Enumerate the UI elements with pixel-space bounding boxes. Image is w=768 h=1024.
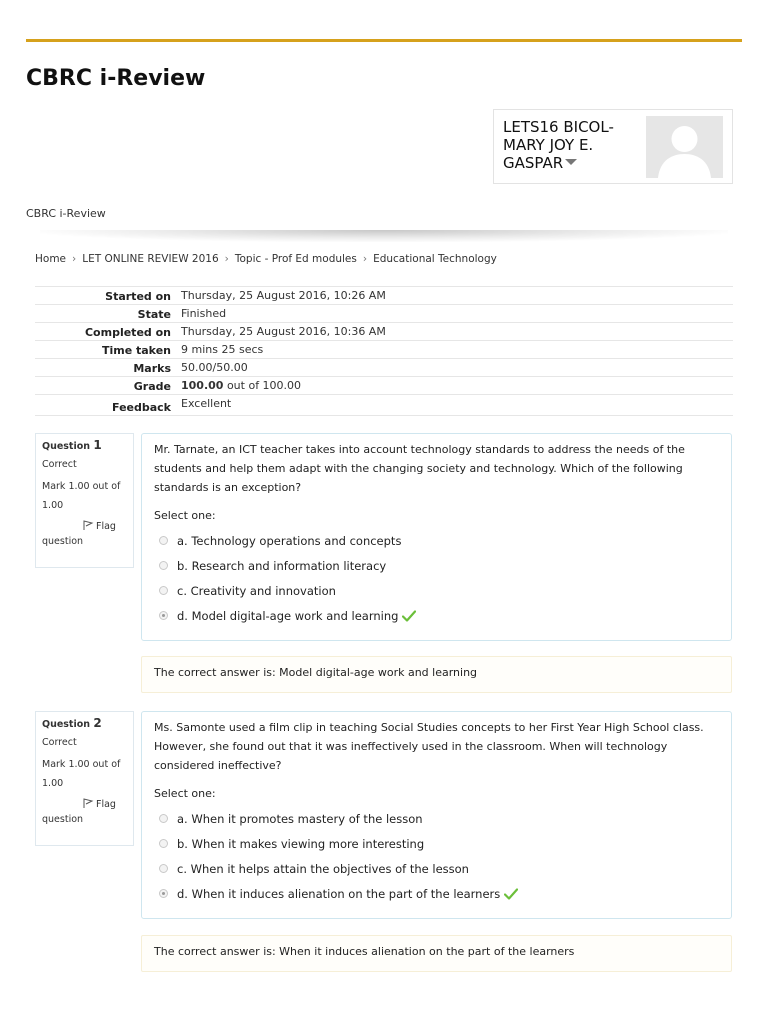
- question-content-1: [141, 433, 732, 641]
- chevron-right-icon: ›: [224, 253, 229, 265]
- radio-button[interactable]: [159, 561, 168, 570]
- question-state: Correct: [42, 737, 77, 748]
- answer-option-a[interactable]: a. Technology operations and concepts: [154, 528, 719, 553]
- flag-question-button[interactable]: Flag question: [42, 521, 116, 547]
- correct-answer-feedback-1: The correct answer is: Model digital-age work and learning: [141, 656, 732, 693]
- user-name[interactable]: LETS16 BICOL-MARY JOY E. GASPAR: [503, 118, 614, 172]
- answer-option-b[interactable]: b. Research and information literacy: [154, 553, 719, 578]
- radio-button[interactable]: [159, 864, 168, 873]
- user-menu[interactable]: [493, 109, 733, 184]
- answer-option-c[interactable]: c. Creativity and innovation: [154, 578, 719, 603]
- breadcrumb: [35, 253, 497, 265]
- answer-option-d[interactable]: d. Model digital-age work and learning: [154, 603, 719, 628]
- question-content-2: [141, 711, 732, 919]
- chevron-right-icon: ›: [362, 253, 368, 265]
- radio-button-selected[interactable]: [159, 611, 168, 620]
- question-state: Correct: [42, 459, 77, 470]
- summary-row-started-on: Started on Thursday, 25 August 2016, 10:26 AM: [35, 287, 733, 305]
- correct-answer-feedback-2: The correct answer is: When it induces alienation on the part of the learners: [141, 935, 732, 972]
- caret-down-icon[interactable]: [565, 159, 577, 165]
- answer-option-d[interactable]: d. When it induces alienation on the part of the learners: [154, 881, 719, 906]
- flag-question-button[interactable]: Flag question: [42, 799, 116, 825]
- correct-check-icon: [402, 610, 416, 622]
- summary-row-state: State Finished: [35, 305, 733, 323]
- flag-icon[interactable]: [82, 519, 94, 531]
- question-number: Question 1: [42, 438, 102, 452]
- question-text: Mr. Tarnate, an ICT teacher takes into account technology standards to address the needs of the students and help them adapt with the changing society and technology. Which of the following standards is an exception?: [154, 443, 685, 494]
- summary-row-completed-on: Completed on Thursday, 25 August 2016, 10:36 AM: [35, 323, 733, 341]
- question-grade: Mark 1.00 out of 1.00: [42, 481, 121, 511]
- radio-button[interactable]: [159, 839, 168, 848]
- breadcrumb-let-online-review[interactable]: LET ONLINE REVIEW 2016: [82, 253, 219, 265]
- section-divider-shadow: [40, 230, 728, 242]
- user-silhouette-icon: [646, 116, 723, 178]
- header-accent-bar: [26, 39, 742, 42]
- select-one-prompt: Select one:: [154, 509, 216, 522]
- radio-button[interactable]: [159, 586, 168, 595]
- chevron-right-icon: ›: [72, 253, 77, 265]
- select-one-prompt: Select one:: [154, 787, 216, 800]
- question-text: Ms. Samonte used a film clip in teaching Social Studies concepts to her First Year High School class. However, she found out that it was ineffectively used in the classroom. When will technology considered ineffective?: [154, 721, 704, 772]
- breadcrumb-educational-technology[interactable]: Educational Technology: [373, 253, 497, 265]
- radio-button-selected[interactable]: [159, 889, 168, 898]
- question-info-2: [35, 711, 134, 846]
- question-number: Question 2: [42, 716, 102, 730]
- breadcrumb-topic[interactable]: Topic - Prof Ed modules: [234, 253, 357, 265]
- grade-total: out of 100.00: [223, 379, 302, 392]
- correct-check-icon: [504, 888, 518, 900]
- course-short-name[interactable]: CBRC i-Review: [26, 207, 106, 220]
- summary-row-feedback: Feedback Excellent: [35, 395, 733, 416]
- radio-button[interactable]: [159, 536, 168, 545]
- answer-option-a[interactable]: a. When it promotes mastery of the lesson: [154, 806, 719, 831]
- breadcrumb-home[interactable]: Home: [35, 253, 67, 265]
- avatar[interactable]: [646, 116, 723, 178]
- flag-icon[interactable]: [82, 797, 94, 809]
- answer-option-b[interactable]: b. When it makes viewing more interesting: [154, 831, 719, 856]
- radio-button[interactable]: [159, 814, 168, 823]
- site-title[interactable]: CBRC i-Review: [26, 66, 206, 91]
- question-info-1: [35, 433, 134, 568]
- question-grade: Mark 1.00 out of 1.00: [42, 759, 121, 789]
- answer-option-c[interactable]: c. When it helps attain the objectives of the lesson: [154, 856, 719, 881]
- summary-row-marks: Marks 50.00/50.00: [35, 359, 733, 377]
- summary-row-grade: Grade 100.00 out of 100.00: [35, 377, 733, 395]
- attempt-summary-table: [35, 286, 733, 416]
- grade-value: 100.00: [181, 379, 224, 392]
- summary-row-time-taken: Time taken 9 mins 25 secs: [35, 341, 733, 359]
